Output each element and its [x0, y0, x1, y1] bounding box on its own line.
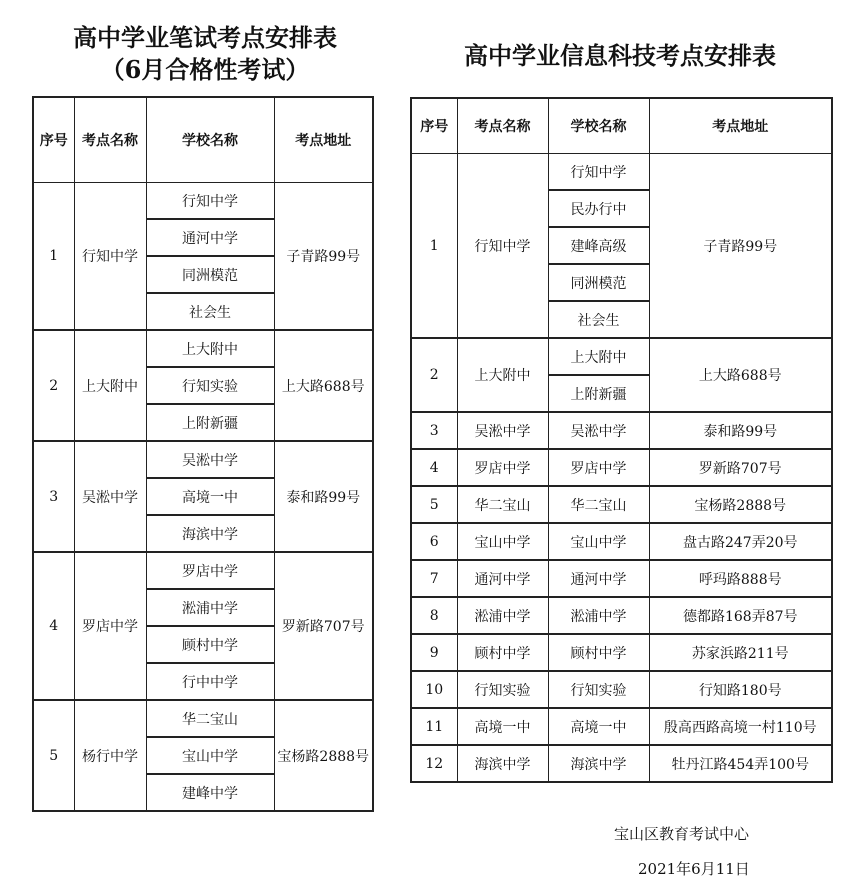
row-number: 10: [411, 671, 457, 708]
table-header-row: [33, 97, 373, 183]
school-name: 吴淞中学: [548, 412, 649, 449]
school-name: 上附新疆: [548, 375, 649, 412]
row-number: 5: [33, 700, 74, 811]
site-name: 宝山中学: [457, 523, 548, 560]
written-exam-site-table: [32, 96, 374, 812]
table-row: [411, 560, 832, 597]
school-name: 民办行中: [548, 190, 649, 227]
table-header-row: [411, 98, 832, 154]
site-name: 行知中学: [457, 154, 548, 339]
site-name: 顾村中学: [457, 634, 548, 671]
header-school: 学校名称: [146, 97, 274, 183]
school-name: 华二宝山: [548, 486, 649, 523]
site-name: 行知实验: [457, 671, 548, 708]
site-address: 盘古路247弄20号: [649, 523, 832, 560]
table-row: [33, 700, 373, 737]
site-name: 吴淞中学: [457, 412, 548, 449]
site-name: 吴淞中学: [74, 441, 146, 552]
school-name: 宝山中学: [548, 523, 649, 560]
school-name: 罗店中学: [146, 552, 274, 589]
row-number: 5: [411, 486, 457, 523]
left-title-line1: 高中学业笔试考点安排表: [73, 23, 337, 52]
site-address: 呼玛路888号: [649, 560, 832, 597]
table-row: [411, 486, 832, 523]
left-table-title: [20, 22, 390, 86]
school-name: 海滨中学: [146, 515, 274, 552]
site-name: 罗店中学: [457, 449, 548, 486]
site-address: 罗新路707号: [649, 449, 832, 486]
site-address: 子青路99号: [649, 154, 832, 339]
site-name: 上大附中: [74, 330, 146, 441]
site-address: 上大路688号: [649, 338, 832, 412]
table-row: [411, 338, 832, 375]
row-number: 8: [411, 597, 457, 634]
table-row: [411, 745, 832, 782]
school-name: 同洲模范: [548, 264, 649, 301]
site-address: 德都路168弄87号: [649, 597, 832, 634]
school-name: 海滨中学: [548, 745, 649, 782]
school-name: 行知中学: [548, 154, 649, 191]
row-number: 1: [411, 154, 457, 339]
school-name: 建峰高级: [548, 227, 649, 264]
row-number: 4: [411, 449, 457, 486]
school-name: 罗店中学: [548, 449, 649, 486]
school-name: 通河中学: [146, 219, 274, 256]
table-row: [411, 671, 832, 708]
table-row: [33, 441, 373, 478]
header-no: 序号: [33, 97, 74, 183]
school-name: 淞浦中学: [548, 597, 649, 634]
site-name: 通河中学: [457, 560, 548, 597]
header-site: 考点名称: [457, 98, 548, 154]
site-name: 华二宝山: [457, 486, 548, 523]
table-row: [33, 552, 373, 589]
site-address: 上大路688号: [274, 330, 373, 441]
site-address: 宝杨路2888号: [649, 486, 832, 523]
school-name: 社会生: [146, 293, 274, 330]
row-number: 6: [411, 523, 457, 560]
header-school: 学校名称: [548, 98, 649, 154]
site-name: 杨行中学: [74, 700, 146, 811]
school-name: 建峰中学: [146, 774, 274, 811]
site-name: 罗店中学: [74, 552, 146, 700]
row-number: 2: [33, 330, 74, 441]
row-number: 3: [411, 412, 457, 449]
right-table-title: 高中学业信息科技考点安排表: [464, 41, 776, 70]
table-row: [411, 708, 832, 745]
header-address: 考点地址: [649, 98, 832, 154]
left-title-line2: （6月合格性考试）: [100, 55, 310, 84]
site-address: 殷高西路高境一村110号: [649, 708, 832, 745]
site-name: 行知中学: [74, 183, 146, 331]
school-name: 宝山中学: [146, 737, 274, 774]
header-no: 序号: [411, 98, 457, 154]
site-name: 淞浦中学: [457, 597, 548, 634]
footer-organization: 宝山区教育考试中心: [614, 825, 750, 843]
left-table-body: [33, 183, 373, 812]
site-address: 泰和路99号: [649, 412, 832, 449]
site-address: 宝杨路2888号: [274, 700, 373, 811]
school-name: 淞浦中学: [146, 589, 274, 626]
table-row: [411, 412, 832, 449]
header-address: 考点地址: [274, 97, 373, 183]
school-name: 同洲模范: [146, 256, 274, 293]
header-site: 考点名称: [74, 97, 146, 183]
table-row: [411, 597, 832, 634]
site-address: 牡丹江路454弄100号: [649, 745, 832, 782]
site-address: 子青路99号: [274, 183, 373, 331]
row-number: 2: [411, 338, 457, 412]
table-row: [411, 523, 832, 560]
row-number: 11: [411, 708, 457, 745]
row-number: 4: [33, 552, 74, 700]
school-name: 高境一中: [146, 478, 274, 515]
school-name: 上大附中: [146, 330, 274, 367]
site-address: 泰和路99号: [274, 441, 373, 552]
site-name: 上大附中: [457, 338, 548, 412]
row-number: 9: [411, 634, 457, 671]
table-row: [411, 634, 832, 671]
row-number: 1: [33, 183, 74, 331]
right-table-body: [411, 154, 832, 783]
site-address: 行知路180号: [649, 671, 832, 708]
school-name: 行知实验: [548, 671, 649, 708]
site-name: 海滨中学: [457, 745, 548, 782]
school-name: 行知实验: [146, 367, 274, 404]
site-address: 苏家浜路211号: [649, 634, 832, 671]
table-row: [411, 154, 832, 191]
table-row: [411, 449, 832, 486]
school-name: 上附新疆: [146, 404, 274, 441]
school-name: 吴淞中学: [146, 441, 274, 478]
school-name: 顾村中学: [146, 626, 274, 663]
row-number: 12: [411, 745, 457, 782]
school-name: 行中中学: [146, 663, 274, 700]
site-address: 罗新路707号: [274, 552, 373, 700]
school-name: 行知中学: [146, 183, 274, 220]
site-name: 高境一中: [457, 708, 548, 745]
footer-date: 2021年6月11日: [638, 860, 750, 878]
school-name: 高境一中: [548, 708, 649, 745]
it-exam-site-table: [410, 97, 833, 783]
school-name: 上大附中: [548, 338, 649, 375]
row-number: 7: [411, 560, 457, 597]
school-name: 社会生: [548, 301, 649, 338]
table-row: [33, 330, 373, 367]
table-row: [33, 183, 373, 220]
school-name: 通河中学: [548, 560, 649, 597]
school-name: 顾村中学: [548, 634, 649, 671]
row-number: 3: [33, 441, 74, 552]
school-name: 华二宝山: [146, 700, 274, 737]
